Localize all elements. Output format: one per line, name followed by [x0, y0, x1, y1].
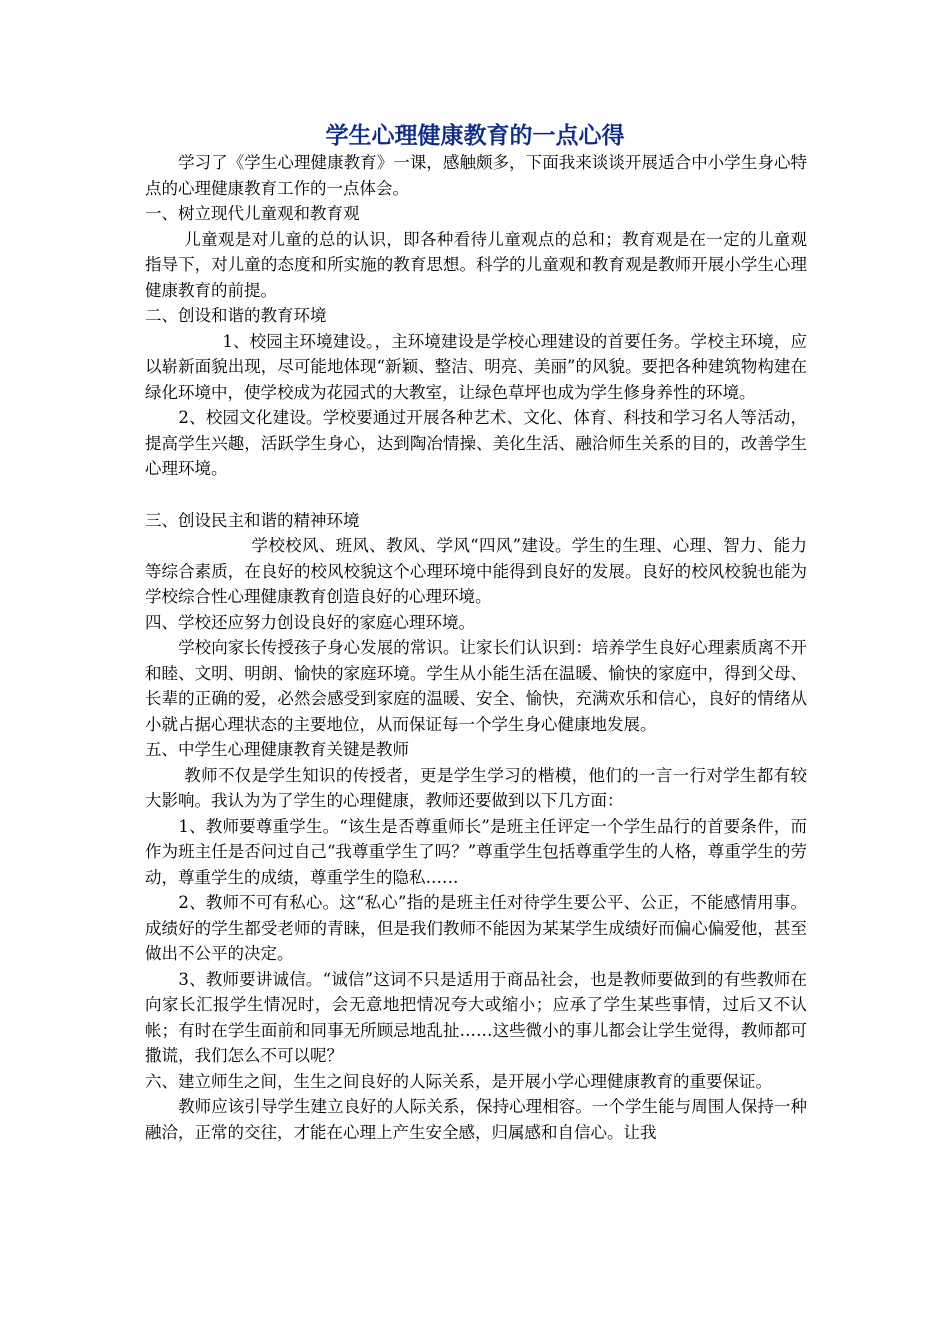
body-paragraph: 教师不仅是学生知识的传授者，更是学生学习的楷模，他们的一言一行对学生都有较大影响。我认为为了学生的心理健康，教师还要做到以下几方面： [145, 765, 807, 810]
body-paragraph: 学校向家长传授孩子身心发展的常识。让家长们认识到：培养学生良好心理素质离不开和睦、文明、明朗、愉快的家庭环境。学生从小能生活在温暖、愉快的家庭中，得到父母、长辈的正确的爱，必然会感受到家庭的温暖、安全、愉快，充满欢乐和信心，良好的情绪从小就占据心理状态的主要地位，从而保证每一个学生身心健康地发展。 [145, 638, 807, 734]
section-heading: 六、建立师生之间，生生之间良好的人际关系，是开展小学心理健康教育的重要保证。 [145, 1071, 772, 1091]
document-body [145, 150, 807, 1145]
body-paragraph: 2、校园文化建设。学校要通过开展各种艺术、文化、体育、科技和学习名人等活动，提高学生兴趣，活跃学生身心，达到陶冶情操、美化生活、融洽师生关系的目的，改善学生心理环境。 [145, 408, 807, 478]
blank-line [145, 482, 807, 508]
section-heading: 五、中学生心理健康教育关键是教师 [145, 740, 409, 759]
document-title: 学生心理健康教育的一点心得 [325, 123, 625, 149]
body-paragraph: 学习了《学生心理健康教育》一课，感触颇多，下面我来谈谈开展适合中小学生身心特点的心理健康教育工作的一点体会。 [145, 153, 807, 198]
body-paragraph: 3、教师要讲诚信。“诚信”这词不只是适用于商品社会，也是教师要做到的有些教师在向家长汇报学生情况时，会无意地把情况夸大或缩小；应承了学生某些事情，过后又不认帐；有时在学生面前和同事无所顾忌地乱扯……这些微小的事儿都会让学生觉得，教师都可撒谎，我们怎么不可以呢？ [145, 969, 807, 1065]
section-heading: 一、树立现代儿童观和教育观 [145, 204, 360, 223]
body-paragraph: 2、教师不可有私心。这“私心”指的是班主任对待学生要公平、公正，不能感情用事。成绩好的学生都受老师的青睐，但是我们教师不能因为某某学生成绩好而偏心偏爱他，甚至做出不公平的决定。 [145, 893, 807, 963]
section-heading: 三、创设民主和谐的精神环境 [145, 510, 360, 530]
body-paragraph: 儿童观是对儿童的总的认识，即各种看待儿童观点的总和；教育观是在一定的儿童观指导下，对儿童的态度和所实施的教育思想。科学的儿童观和教育观是教师开展小学生心理健康教育的前提。 [145, 229, 807, 300]
section-heading: 四、学校还应努力创设良好的家庭心理环境。 [145, 612, 475, 632]
body-paragraph: 1、教师要尊重学生。“该生是否尊重师长”是班主任评定一个学生品行的首要条件，而作为班主任是否问过自己“我尊重学生了吗？”尊重学生包括尊重学生的人格，尊重学生的劳动，尊重学生的成绩，尊重学生的隐私…… [145, 816, 807, 887]
body-paragraph: 教师应该引导学生建立良好的人际关系，保持心理相容。一个学生能与周围人保持一种融洽，正常的交往，才能在心理上产生安全感，归属感和自信心。让我 [145, 1097, 807, 1142]
body-paragraph: 学校校风、班风、教风、学风“四风”建设。学生的生理、心理、智力、能力等综合素质，在良好的校风校貌这个心理环境中能得到良好的发展。良好的校风校貌也能为学校综合性心理健康教育创造良好的心理环境。 [145, 536, 807, 606]
body-paragraph: 1、校园主环境建设。，主环境建设是学校心理建设的首要任务。学校主环境，应以崭新面貌出现，尽可能地体现“新颖、整洁、明亮、美丽”的风貌。要把各种建筑物构建在绿化环境中，使学校成为花园式的大教室，让绿色草坪也成为学生修身养性的环境。 [145, 331, 807, 402]
section-heading: 二、创设和谐的教育环境 [145, 306, 327, 325]
